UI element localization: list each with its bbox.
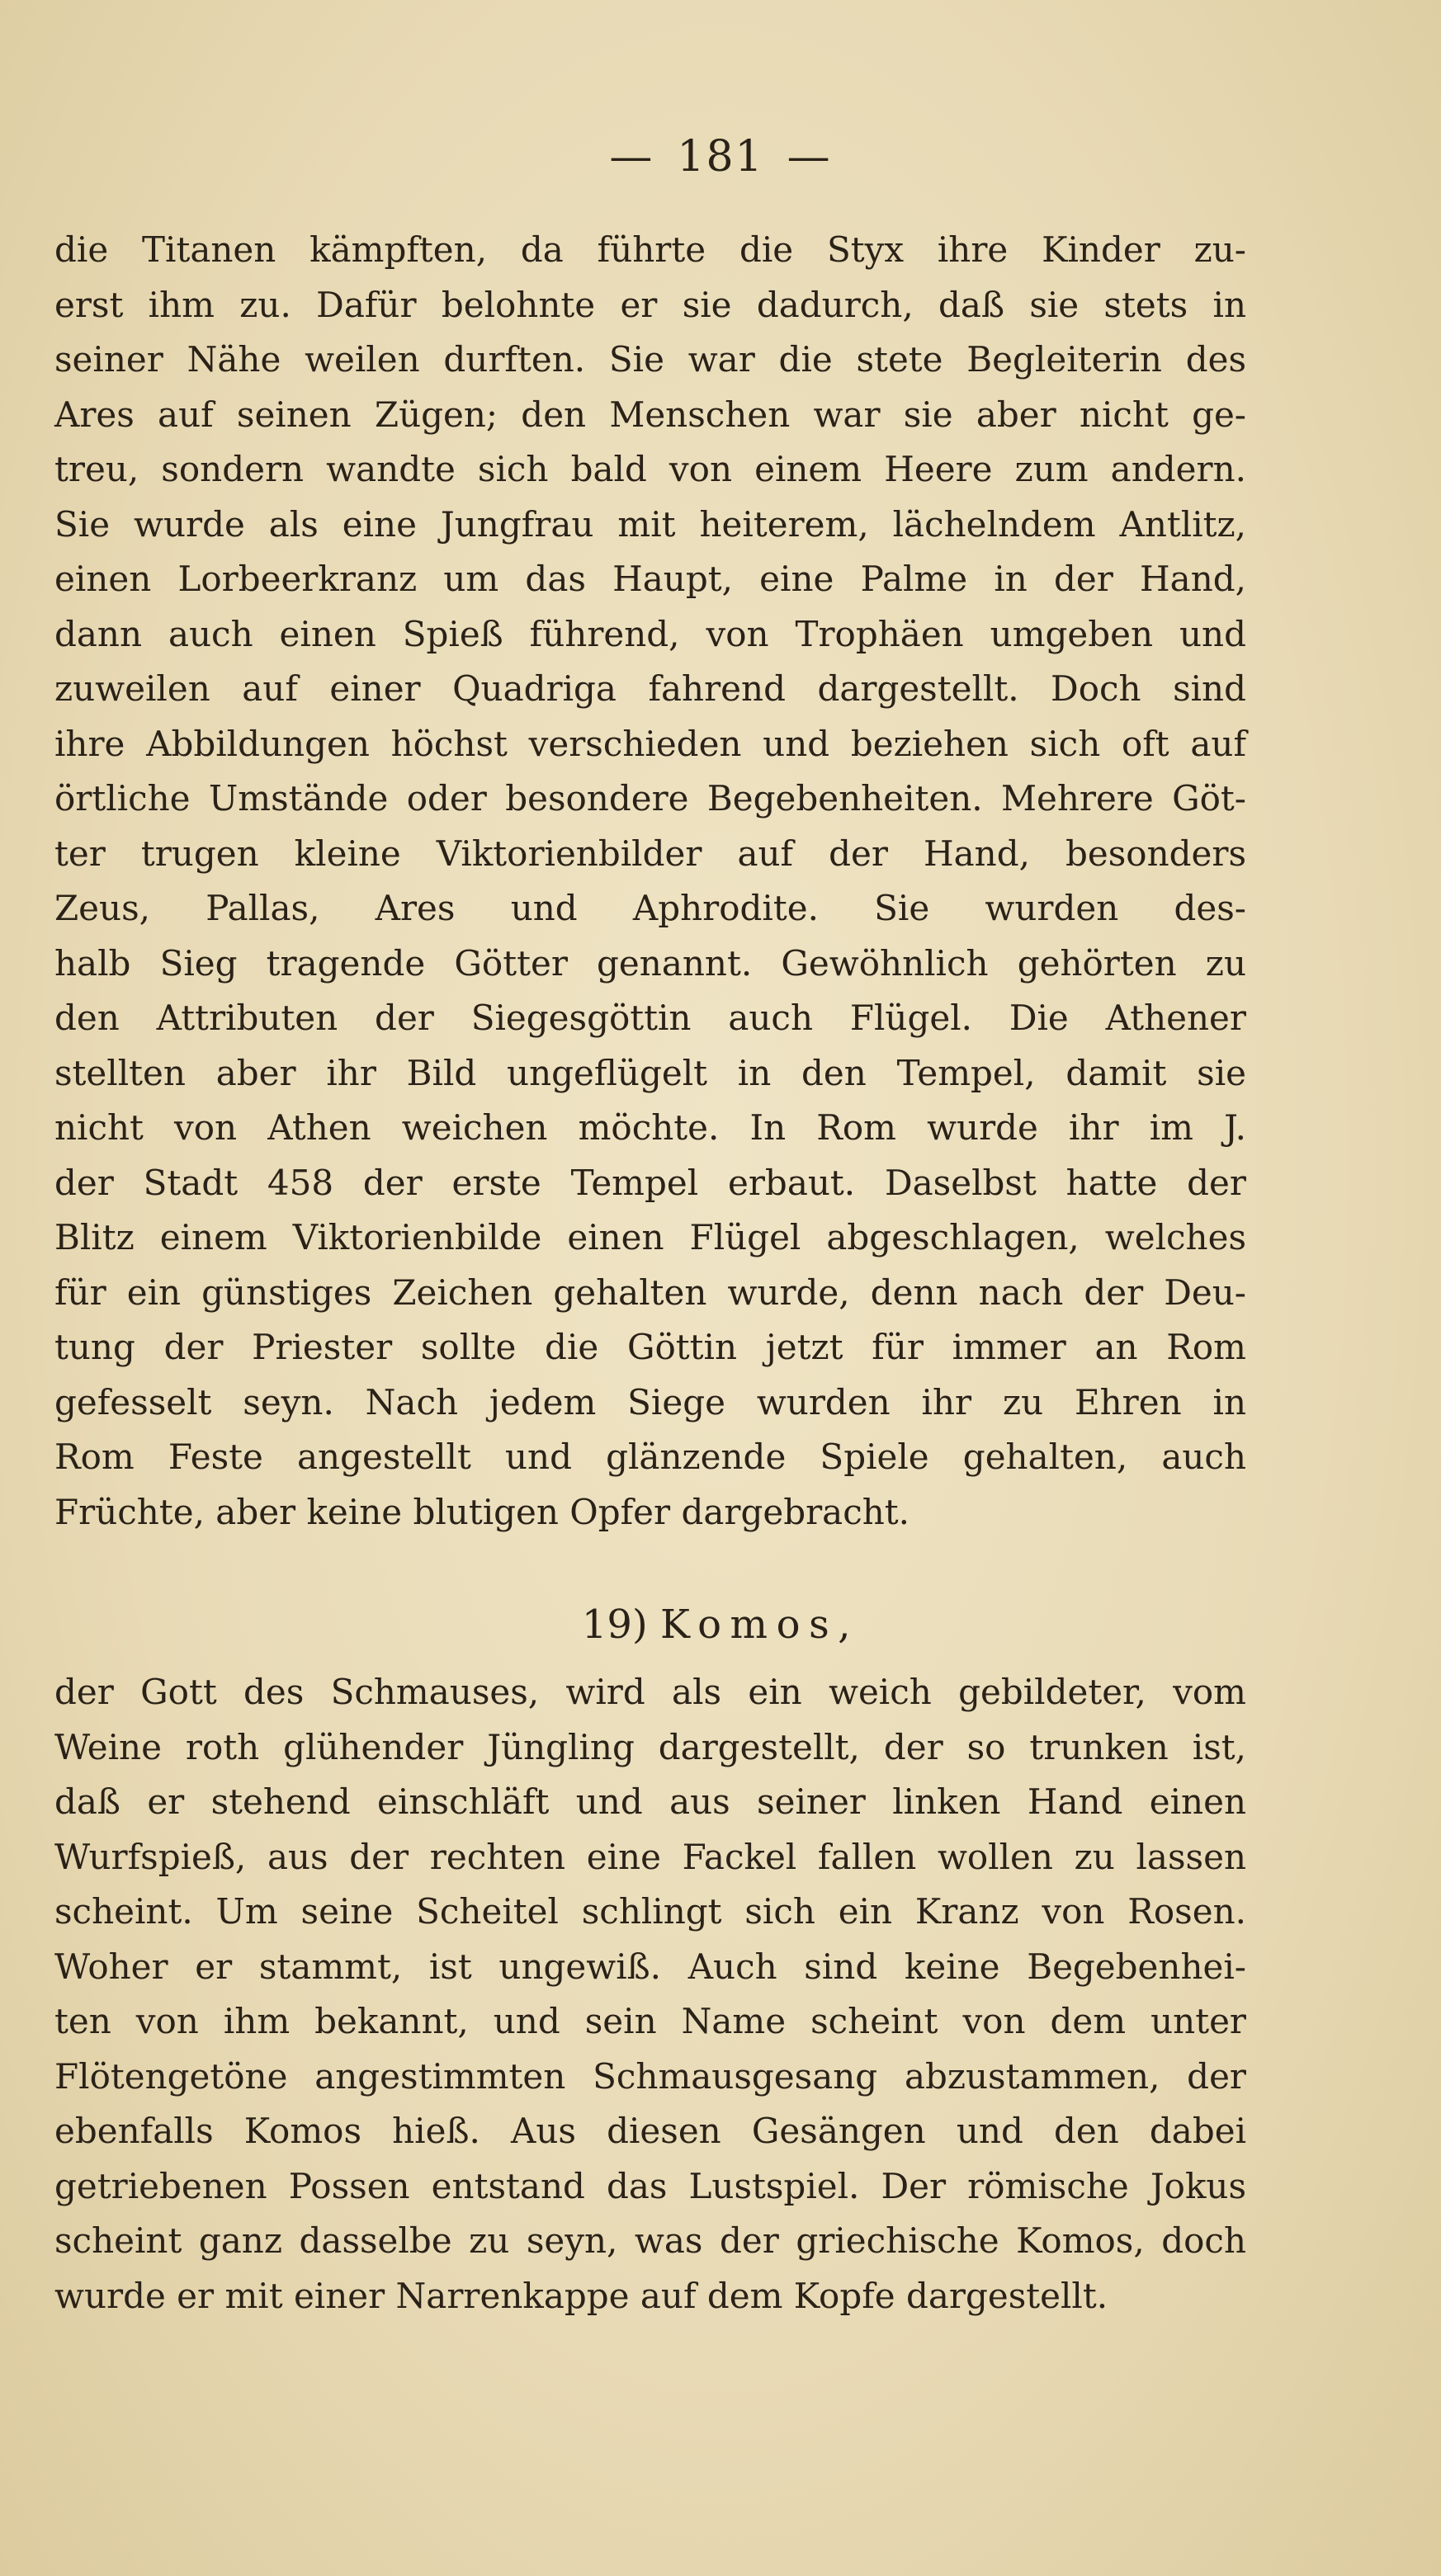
text-line: Zeus, Pallas, Ares und Aphrodite. Sie wurden des- (54, 888, 1246, 928)
text-line: getriebenen Possen entstand das Lustspiel. Der römische Jokus (54, 2165, 1246, 2206)
text-line: scheint. Um seine Scheitel schlingt sich ein Kranz von Rosen. (54, 1891, 1246, 1932)
text-line: daß er stehend einschläft und aus seiner linken Hand einen (54, 1781, 1246, 1822)
text-line: den Attributen der Siegesgöttin auch Flügel. Die Athener (54, 998, 1246, 1038)
text-line: wurde er mit einer Narrenkappe auf dem Kopfe dargestellt. (54, 2275, 1108, 2316)
text-line: scheint ganz dasselbe zu seyn, was der griechische Komos, doch (54, 2220, 1246, 2261)
page-header (0, 132, 1441, 182)
page-number: 181 (677, 132, 764, 182)
section-heading (0, 1597, 1441, 1652)
text-line: ten von ihm bekannt, und sein Name scheint von dem unter (54, 2001, 1246, 2041)
text-line: ebenfalls Komos hieß. Aus diesen Gesängen und den dabei (54, 2111, 1246, 2151)
text-line: Ares auf seinen Zügen; den Menschen war sie aber nicht ge- (54, 394, 1246, 435)
text-line: dann auch einen Spieß führend, von Trophäen umgeben und (54, 613, 1246, 654)
text-line: Wurfspieß, aus der rechten eine Fackel fallen wollen zu lassen (54, 1836, 1246, 1877)
text-line: tung der Priester sollte die Göttin jetzt für immer an Rom (54, 1327, 1246, 1367)
text-line: der Stadt 458 der erste Tempel erbaut. Daselbst hatte der (54, 1162, 1246, 1203)
text-line: Rom Feste angestellt und glänzende Spiele gehalten, auch (54, 1437, 1246, 1477)
text-line: Flötengetöne angestimmten Schmausgesang abzustammen, der (54, 2055, 1246, 2097)
text-line: treu, sondern wandte sich bald von einem Heere zum andern. (54, 449, 1246, 489)
text-line: seiner Nähe weilen durften. Sie war die stete Begleiterin des (54, 339, 1246, 380)
text-line: die Titanen kämpften, da führte die Styx ihre Kinder zu- (54, 229, 1246, 270)
text-line: örtliche Umstände oder besondere Begebenheiten. Mehrere Göt- (54, 778, 1246, 819)
text-line: gefesselt seyn. Nach jedem Siege wurden ihr zu Ehren in (54, 1381, 1246, 1422)
text-line: Sie wurde als eine Jungfrau mit heiterem, lächelndem Antlitz, (54, 503, 1246, 545)
text-line: Früchte, aber keine blutigen Opfer dargebracht. (54, 1491, 909, 1532)
text-line: der Gott des Schmauses, wird als ein weich gebildeter, vom (54, 1672, 1246, 1712)
text-line: Blitz einem Viktorienbilde einen Flügel abgeschlagen, welches (54, 1217, 1246, 1257)
text-line: stellten aber ihr Bild ungeflügelt in den Tempel, damit sie (54, 1052, 1246, 1093)
text-line: für ein günstiges Zeichen gehalten wurde, denn nach der Deu- (54, 1271, 1246, 1313)
paragraph-victoria (54, 223, 1246, 1540)
text-line: Woher er stammt, ist ungewiß. Auch sind keine Begebenhei- (54, 1946, 1246, 1987)
text-line: ter trugen kleine Viktorienbilder auf der Hand, besonders (54, 833, 1246, 874)
section-title: Komos, (659, 1602, 860, 1648)
section-number: 19) (581, 1602, 648, 1648)
header-dash-right: — (787, 132, 832, 182)
text-line: erst ihm zu. Dafür belohnte er sie dadurch, daß sie stets in (54, 284, 1246, 325)
text-line: zuweilen auf einer Quadriga fahrend dargestellt. Doch sind (54, 668, 1246, 709)
paragraph-komos (54, 1665, 1246, 2324)
header-dash-left: — (609, 132, 654, 182)
text-line: nicht von Athen weichen möchte. In Rom wurde ihr im J. (54, 1107, 1246, 1148)
text-line: Weine roth glühender Jüngling dargestellt, der so trunken ist, (54, 1726, 1246, 1767)
text-line: halb Sieg tragende Götter genannt. Gewöhnlich gehörten zu (54, 942, 1246, 984)
text-line: ihre Abbildungen höchst verschieden und beziehen sich oft auf (54, 723, 1246, 764)
text-line: einen Lorbeerkranz um das Haupt, eine Palme in der Hand, (54, 559, 1246, 599)
